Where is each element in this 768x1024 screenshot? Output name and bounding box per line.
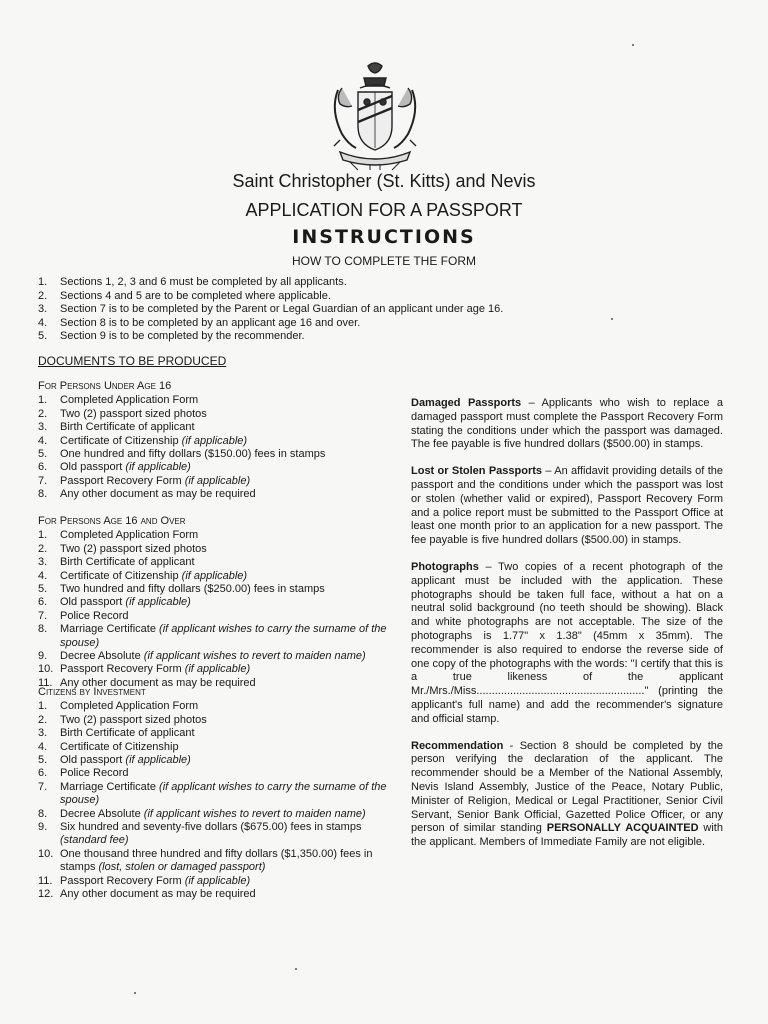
step-text: Section 9 is to be completed by the recommender.	[60, 330, 305, 343]
item-number: 4.	[38, 569, 48, 582]
list-item	[38, 767, 388, 780]
item-number: 8.	[38, 488, 48, 501]
item-note: (if applicable)	[184, 474, 251, 487]
list-item	[38, 754, 388, 767]
list-item	[38, 461, 388, 474]
item-note: (if applicable)	[181, 569, 248, 582]
item-text	[60, 727, 388, 740]
item-label: Certificate of Citizenship	[60, 740, 179, 753]
scan-speck	[134, 992, 136, 994]
item-text	[60, 888, 388, 901]
list-item	[38, 781, 388, 808]
item-note: (lost, stolen or damaged passport)	[98, 861, 266, 874]
item-number: 3.	[38, 727, 48, 740]
list-item	[38, 888, 388, 901]
step-text: Section 8 is to be completed by an applicant age 16 and over.	[60, 316, 361, 329]
item-text	[60, 543, 388, 556]
item-label: Two hundred and fifty dollars ($250.00) fees in stamps	[60, 583, 325, 596]
list-item	[38, 808, 388, 821]
item-text	[60, 663, 388, 676]
item-number: 6.	[38, 461, 48, 474]
list-item	[38, 741, 388, 754]
item-label: Old passport	[60, 596, 126, 609]
item-label: Police Record	[60, 767, 129, 780]
item-number: 5.	[38, 754, 48, 767]
list-item	[38, 650, 388, 663]
step-text: Sections 1, 2, 3 and 6 must be completed by all applicants.	[60, 276, 347, 288]
item-label: One hundred and fifty dollars ($150.00) fees in stamps	[60, 448, 326, 461]
item-number: 9.	[38, 650, 48, 663]
item-number: 5.	[38, 448, 48, 461]
paragraph-body: – An affidavit providing details of the passport and the conditions under which the passport was lost or stolen (whether valid or expired), Passport Recovery Form and a police report must be submitted to the Passport Office at least one month prior to an application for a new passport. The fee payable is five hundred dollars ($500.00) in stamps.	[411, 465, 723, 547]
step-text: Section 7 is to be completed by the Parent or Legal Guardian of an applicant under age 16.	[60, 303, 504, 316]
list-item	[38, 290, 638, 304]
item-text	[60, 700, 388, 713]
item-text	[60, 394, 388, 407]
item-number: 2.	[38, 713, 48, 726]
under16-list	[38, 394, 388, 501]
list-item	[38, 317, 638, 331]
list-item	[38, 276, 638, 290]
list-item	[38, 727, 388, 740]
step-text: Sections 4 and 5 are to be completed where applicable.	[60, 289, 331, 302]
item-label: Police Record	[60, 609, 129, 622]
how-to-heading: HOW TO COMPLETE THE FORM	[291, 254, 476, 268]
section-heading: For Persons Under Age 16	[38, 380, 172, 392]
item-number: 6.	[38, 596, 48, 609]
item-label: Birth Certificate of applicant	[60, 727, 195, 740]
list-item	[38, 700, 388, 713]
paragraph-body-end: with the applicant. Members of Immediate Family are not eligible.	[411, 822, 723, 849]
item-label: Passport Recovery Form	[60, 663, 185, 676]
item-number: 1.	[38, 700, 48, 713]
instructions-heading: INSTRUCTIONS	[292, 226, 476, 248]
step-number: 1.	[38, 276, 48, 288]
step-number: 2.	[38, 289, 48, 302]
item-text	[60, 848, 388, 875]
under16-section	[38, 380, 388, 502]
paragraph-title: Damaged Passports	[411, 397, 522, 409]
list-item	[38, 475, 388, 488]
item-note: (if applicant wishes to carry the surname of the spouse)	[60, 780, 387, 807]
item-label: Old passport	[60, 754, 126, 767]
step-number: 4.	[38, 316, 48, 329]
list-item	[38, 821, 388, 848]
item-number: 2.	[38, 542, 48, 555]
item-label: Any other document as may be required	[60, 888, 256, 901]
item-label: Six hundred and seventy-five dollars ($675.00) fees in stamps	[60, 821, 362, 834]
list-item	[38, 714, 388, 727]
list-item	[38, 623, 388, 650]
item-number: 5.	[38, 583, 48, 596]
paragraph-title: Lost or Stolen Passports	[411, 465, 543, 478]
item-label: Two (2) passport sized photos	[60, 542, 207, 555]
item-label: Marriage Certificate	[60, 623, 160, 636]
scan-speck	[611, 318, 613, 320]
item-note: (if applicant wishes to revert to maiden name)	[143, 650, 366, 663]
investment-section	[38, 686, 388, 902]
item-note: (if applicable)	[125, 754, 191, 767]
list-item	[38, 408, 388, 421]
right-column	[411, 397, 723, 863]
list-item	[38, 330, 638, 344]
item-text	[60, 488, 388, 501]
item-text	[60, 596, 388, 609]
item-label: Completed Application Form	[60, 700, 199, 713]
item-label: Any other document as may be required	[60, 488, 256, 501]
coat-of-arms-icon	[320, 60, 430, 172]
item-text	[60, 421, 388, 434]
item-text	[60, 875, 388, 888]
item-label: Certificate of Citizenship	[60, 434, 182, 447]
documents-heading: DOCUMENTS TO BE PRODUCED	[38, 354, 227, 368]
item-label: Completed Application Form	[60, 529, 199, 542]
item-label: Decree Absolute	[60, 807, 144, 820]
item-text	[60, 556, 388, 569]
item-label: Birth Certificate of applicant	[60, 421, 195, 434]
item-number: 11.	[38, 874, 53, 887]
list-item	[38, 421, 388, 434]
item-text	[60, 808, 388, 821]
list-item	[38, 556, 388, 569]
item-note: (if applicable)	[184, 663, 251, 676]
paragraph-title: Photographs	[411, 560, 479, 573]
item-note: (if applicant wishes to revert to maiden name)	[143, 807, 366, 820]
item-text	[60, 610, 388, 623]
item-label: Certificate of Citizenship	[60, 569, 182, 582]
list-item	[38, 875, 388, 888]
item-note: (standard fee)	[60, 834, 129, 847]
list-item	[38, 570, 388, 583]
item-number: 7.	[38, 474, 48, 487]
page-title: APPLICATION FOR A PASSPORT	[245, 200, 523, 220]
list-item	[38, 610, 388, 623]
item-number: 10.	[38, 847, 54, 860]
step-number: 5.	[38, 330, 48, 343]
item-number: 2.	[38, 407, 48, 420]
list-item	[38, 529, 388, 542]
step-number: 3.	[38, 303, 48, 316]
item-label: Passport Recovery Form	[60, 474, 185, 487]
steps-list	[38, 276, 638, 344]
item-text	[60, 461, 388, 474]
item-text	[60, 754, 388, 767]
item-note: (if applicable)	[125, 596, 191, 609]
emphasis-text: PERSONALLY ACQUAINTED	[546, 822, 699, 835]
item-number: 7.	[38, 780, 48, 793]
section-heading: Citizens by Investment	[38, 686, 146, 698]
damaged-passports-paragraph	[411, 397, 723, 452]
list-item	[38, 394, 388, 407]
item-text	[60, 570, 388, 583]
photographs-paragraph	[411, 561, 723, 727]
item-number: 6.	[38, 767, 48, 780]
item-number: 11.	[38, 676, 53, 689]
item-number: 8.	[38, 807, 48, 820]
item-label: Two (2) passport sized photos	[60, 713, 207, 726]
paragraph-body: – Two copies of a recent photograph of the applicant must be included with the application. These photographs should be taken full face, without a hat on a neutral solid background (no teeth should be showing). Black and white photographs are not acceptable. The size of the photographs is 1.77" x 1.38" (45mm x 35mm). The recommender is also required to endorse the reverse side of one copy of the photographs with the words: "I certify that this is a true likeness of the applicant Mr./Mrs./Miss......................................................." (printing the applicant's full name) and add the recommender's signature and official stamp.	[411, 560, 723, 725]
item-text	[60, 435, 388, 448]
item-number: 7.	[38, 609, 48, 622]
item-text	[60, 781, 388, 808]
scan-speck	[295, 968, 297, 970]
item-number: 9.	[38, 821, 48, 834]
paragraph-body: - Section 8 should be completed by the person verifying the declaration of the applicant. The recommender should be a Member of the National Assembly, Nevis Island Assembly, Justice of the Peace, Notary Public, Minister of Religion, Medical or Legal Practitioner, Senior Civil Servant, Senior Bank Official, Gazetted Police Officer, or any person of similar standing	[411, 739, 723, 835]
item-number: 8.	[38, 623, 48, 636]
item-label: Two (2) passport sized photos	[60, 407, 207, 420]
item-text	[60, 529, 388, 542]
item-text	[60, 650, 388, 663]
item-label: Marriage Certificate	[60, 780, 160, 793]
list-item	[38, 583, 388, 596]
item-text	[60, 583, 388, 596]
list-item	[38, 663, 388, 676]
list-item	[38, 488, 388, 501]
scan-speck	[632, 44, 634, 46]
item-number: 12.	[38, 888, 54, 901]
item-label: Old passport	[60, 461, 126, 474]
item-text	[60, 408, 388, 421]
item-label: Any other document as may be required	[60, 676, 256, 689]
lost-stolen-paragraph	[411, 465, 723, 548]
over16-section	[38, 515, 388, 690]
item-number: 3.	[38, 556, 48, 569]
list-item	[38, 435, 388, 448]
item-label: Decree Absolute	[60, 650, 144, 663]
item-text	[60, 714, 388, 727]
list-item	[38, 848, 388, 875]
paragraph-body: – Applicants who wish to replace a damaged passport must complete the Passport Recovery Form stating the conditions under which the passport was damaged. The fee payable is five hundred dollars ($500.00) in stamps.	[411, 397, 723, 451]
over16-list	[38, 529, 388, 690]
recommendation-paragraph	[411, 740, 723, 850]
item-note: (if applicable)	[181, 434, 248, 447]
investment-list	[38, 700, 388, 901]
list-item	[38, 596, 388, 609]
item-text	[60, 475, 388, 488]
item-number: 4.	[38, 434, 48, 447]
item-label: Completed Application Form	[60, 394, 199, 407]
section-heading: For Persons Age 16 and Over	[38, 515, 186, 527]
item-number: 1.	[38, 394, 48, 407]
item-text	[60, 767, 388, 780]
item-number: 10.	[38, 663, 54, 676]
item-number: 3.	[38, 421, 48, 434]
item-note: (if applicable)	[184, 874, 251, 887]
item-number: 4.	[38, 740, 48, 753]
item-text	[60, 448, 388, 461]
paragraph-title: Recommendation	[411, 739, 504, 752]
item-text	[60, 741, 388, 754]
country-name: Saint Christopher (St. Kitts) and Nevis	[232, 171, 536, 191]
item-label: Birth Certificate of applicant	[60, 556, 195, 569]
item-text	[60, 623, 388, 650]
item-number: 1.	[38, 529, 48, 542]
item-label: One thousand three hundred and fifty dollars ($1,350.00) fees in stamps	[60, 847, 373, 874]
list-item	[38, 448, 388, 461]
list-item	[38, 543, 388, 556]
list-item	[38, 303, 638, 317]
item-note: (if applicant wishes to carry the surname of the spouse)	[60, 623, 387, 649]
item-label: Passport Recovery Form	[60, 874, 185, 887]
item-text	[60, 821, 388, 848]
item-note: (if applicable)	[125, 461, 191, 474]
